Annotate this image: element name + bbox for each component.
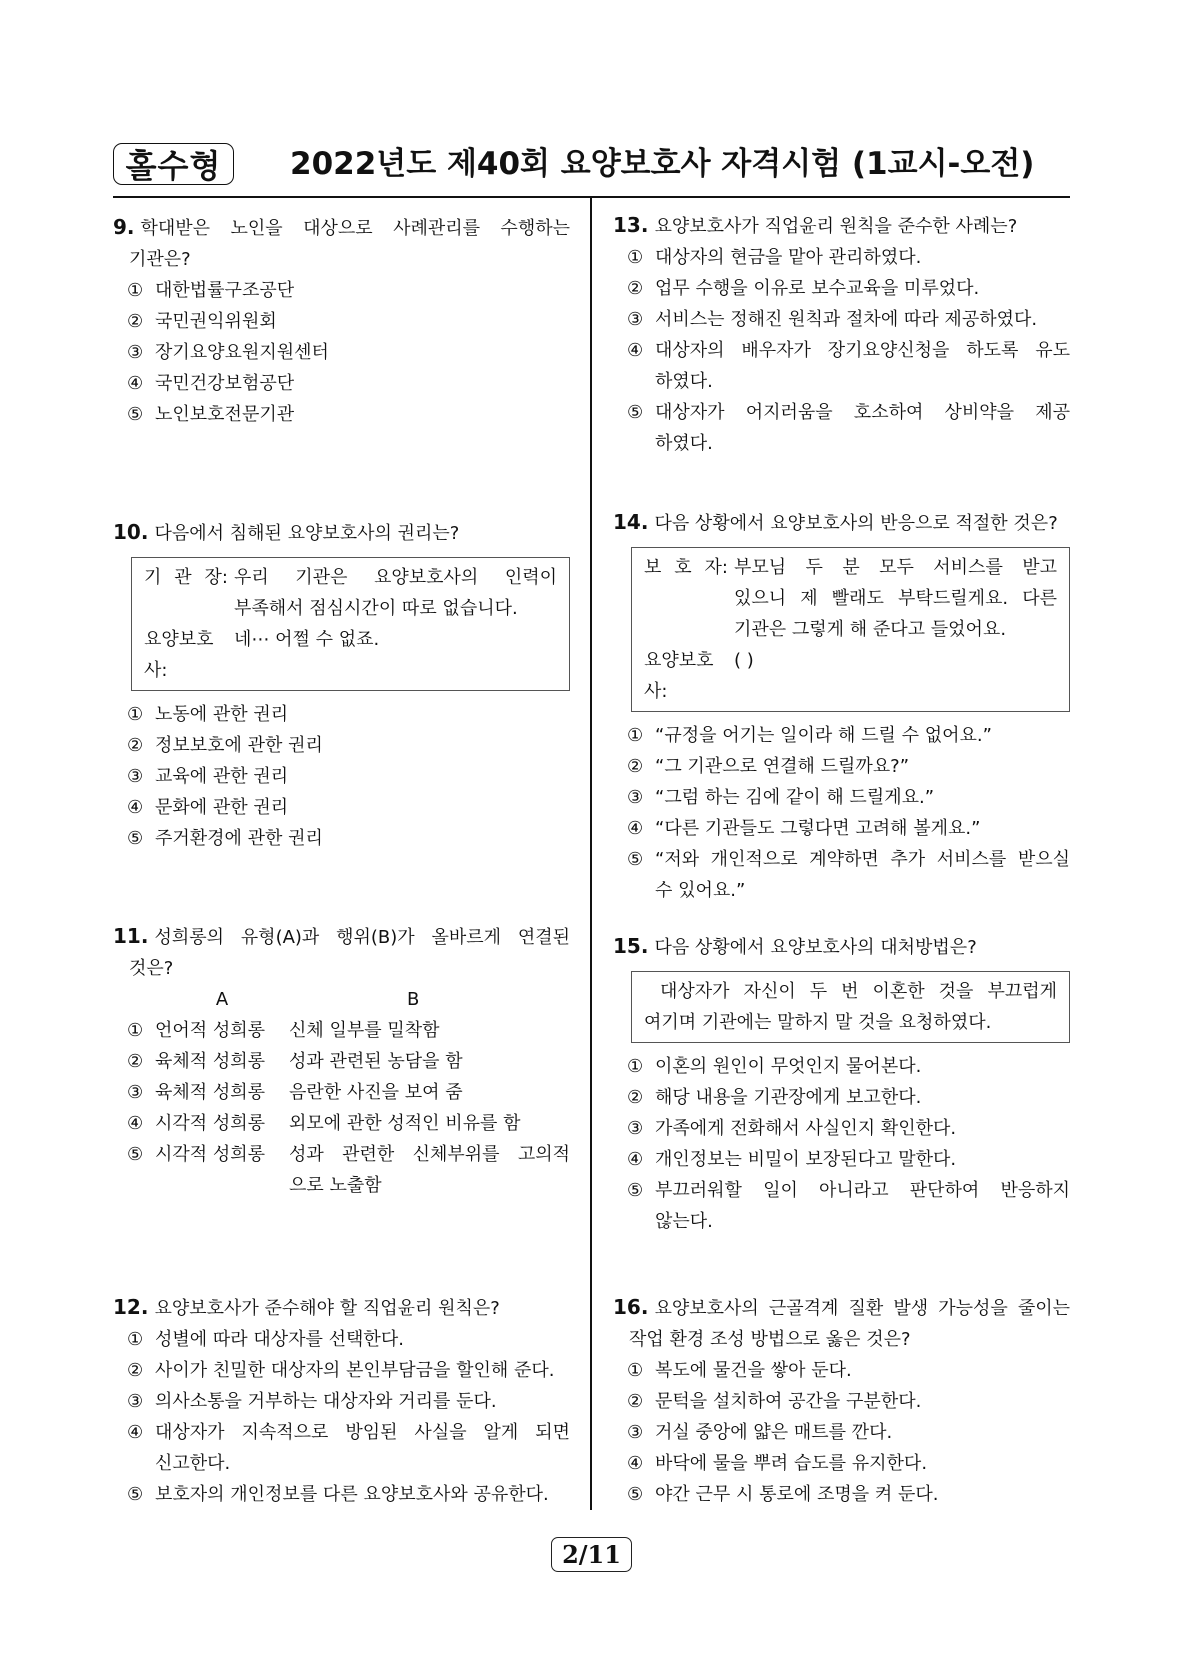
answer-option-2[interactable] xyxy=(113,730,570,761)
table-row[interactable] xyxy=(113,1139,570,1201)
column-a-cell xyxy=(127,1015,289,1046)
situation-box xyxy=(631,971,1070,1043)
dialog-box xyxy=(131,557,570,691)
option-text xyxy=(155,368,570,399)
option-marker: ④ xyxy=(627,818,644,839)
option-marker: ④ xyxy=(627,1453,644,1474)
answer-option-5[interactable] xyxy=(113,399,570,430)
option-a-text: 육체적 성희롱 xyxy=(155,1051,266,1072)
speech-line: ( ) xyxy=(734,650,754,671)
option-line: 노인보호전문기관 xyxy=(155,404,295,425)
option-line: “저와 개인적으로 계약하면 추가 서비스를 받으실 xyxy=(655,849,1070,870)
answer-option-2[interactable] xyxy=(613,273,1070,304)
option-marker: ④ xyxy=(127,1422,144,1443)
question-10 xyxy=(113,517,570,854)
speech-text xyxy=(234,562,557,624)
column-b-cell xyxy=(289,1139,570,1201)
answer-option-1[interactable] xyxy=(113,1324,570,1355)
option-marker: ④ xyxy=(127,797,144,818)
option-text xyxy=(155,1355,570,1386)
option-line: 대상자가 지속적으로 방임된 사실을 알게 되면 xyxy=(155,1422,570,1443)
option-marker: ① xyxy=(127,1020,144,1041)
option-marker: ⑤ xyxy=(127,1144,144,1165)
option-line: 업무 수행을 이유로 보수교육을 미루었다. xyxy=(655,278,980,299)
speech-line: 부모님 두 분 모두 서비스를 받고 xyxy=(734,557,1057,578)
dialog-line xyxy=(644,645,1057,707)
answer-option-1[interactable] xyxy=(613,1355,1070,1386)
option-marker: ④ xyxy=(627,340,644,361)
option-text xyxy=(655,1113,1070,1144)
option-line: 거실 중앙에 얇은 매트를 깐다. xyxy=(655,1422,893,1443)
answer-option-3[interactable] xyxy=(113,1386,570,1417)
option-marker: ③ xyxy=(127,1082,144,1103)
option-marker: ③ xyxy=(627,1118,644,1139)
option-marker: ⑤ xyxy=(127,1484,144,1505)
option-marker: ⑤ xyxy=(127,404,144,425)
option-line: 노동에 관한 권리 xyxy=(155,704,289,725)
question-number: 16. xyxy=(613,1295,649,1319)
question-stem-line xyxy=(613,1292,1070,1324)
option-marker: ④ xyxy=(127,1113,144,1134)
option-line: 야간 근무 시 통로에 조명을 켜 둔다. xyxy=(655,1484,939,1505)
answer-option-5[interactable] xyxy=(113,823,570,854)
speech-line: 부족해서 점심시간이 따로 없습니다. xyxy=(234,598,518,619)
question-11 xyxy=(113,921,570,1201)
option-text xyxy=(155,730,570,761)
option-line: 의사소통을 거부하는 대상자와 거리를 둔다. xyxy=(155,1391,497,1412)
column-a-cell xyxy=(127,1139,289,1201)
stem-text: 요양보호사가 준수해야 할 직업윤리 원칙은? xyxy=(154,1298,500,1319)
situation-line: 대상자가 자신이 두 번 이혼한 것을 부끄럽게 xyxy=(660,981,1057,1002)
stem-text: 다음에서 침해된 요양보호사의 권리는? xyxy=(154,523,460,544)
question-12 xyxy=(113,1292,570,1510)
table-row[interactable] xyxy=(113,1108,570,1139)
option-text xyxy=(155,275,570,306)
option-line: 하였다. xyxy=(655,371,713,392)
question-stem-line xyxy=(613,1324,1070,1355)
option-marker: ⑤ xyxy=(627,849,644,870)
answer-option-4[interactable] xyxy=(613,335,1070,397)
option-line: 주거환경에 관한 권리 xyxy=(155,828,323,849)
answer-option-4[interactable] xyxy=(113,792,570,823)
option-line: 서비스는 정해진 원칙과 절차에 따라 제공하였다. xyxy=(655,309,1038,330)
column-b-header: B xyxy=(407,989,420,1010)
column-a-cell xyxy=(127,1046,289,1077)
column-a-cell xyxy=(127,1077,289,1108)
dialog-line xyxy=(644,552,1057,645)
option-text xyxy=(655,751,1070,782)
dialog-line xyxy=(144,624,557,686)
exam-type-badge: 홀수형 xyxy=(113,143,234,185)
question-stem-line xyxy=(613,210,1070,242)
answer-option-4[interactable] xyxy=(613,1144,1070,1175)
question-stem-line xyxy=(113,921,570,953)
option-text xyxy=(655,1417,1070,1448)
option-line: 교육에 관한 권리 xyxy=(155,766,289,787)
option-text xyxy=(155,792,570,823)
speech-text xyxy=(734,645,1057,707)
option-text xyxy=(155,399,570,430)
page-number: 2/11 xyxy=(551,1537,632,1572)
dialog-line xyxy=(144,562,557,624)
answer-option-1[interactable] xyxy=(613,720,1070,751)
answer-option-2[interactable] xyxy=(613,1082,1070,1113)
answer-option-4[interactable] xyxy=(113,368,570,399)
question-stem-line xyxy=(113,517,570,549)
question-number: 15. xyxy=(613,934,649,958)
question-number: 11. xyxy=(113,924,149,948)
option-text xyxy=(655,1144,1070,1175)
question-stem-line xyxy=(113,212,570,244)
table-row[interactable] xyxy=(113,1077,570,1108)
option-text xyxy=(655,1051,1070,1082)
option-b-line: 성과 관련한 신체부위를 고의적 xyxy=(289,1144,570,1165)
option-marker: ③ xyxy=(627,309,644,330)
answer-option-1[interactable] xyxy=(613,1051,1070,1082)
option-line: 정보보호에 관한 권리 xyxy=(155,735,323,756)
option-line: 문화에 관한 권리 xyxy=(155,797,289,818)
question-14 xyxy=(613,507,1070,906)
answer-option-5[interactable] xyxy=(613,844,1070,906)
option-line: 신고한다. xyxy=(155,1453,231,1474)
matching-table xyxy=(113,984,570,1201)
option-marker: ② xyxy=(127,311,144,332)
question-9 xyxy=(113,212,570,430)
option-line: 않는다. xyxy=(655,1211,713,1232)
question-15 xyxy=(613,931,1070,1237)
option-marker: ⑤ xyxy=(627,1180,644,1201)
option-text xyxy=(655,273,1070,304)
column-b-cell xyxy=(289,1015,570,1046)
answer-option-3[interactable] xyxy=(613,304,1070,335)
stem-text: 것은? xyxy=(129,958,174,979)
option-marker: ① xyxy=(627,247,644,268)
speech-line: 기관은 그렇게 해 준다고 들었어요. xyxy=(734,619,1007,640)
option-marker: ③ xyxy=(627,787,644,808)
speech-line: 네⋯ 어쩔 수 없죠. xyxy=(234,629,380,650)
option-marker: ② xyxy=(127,1360,144,1381)
option-line: 사이가 친밀한 대상자의 본인부담금을 할인해 준다. xyxy=(155,1360,555,1381)
option-line: 대한법률구조공단 xyxy=(155,280,295,301)
speech-text xyxy=(734,552,1057,645)
option-text xyxy=(655,242,1070,273)
option-text xyxy=(155,761,570,792)
answer-option-1[interactable] xyxy=(113,275,570,306)
stem-text: 성희롱의 유형(A)과 행위(B)가 올바르게 연결된 xyxy=(154,927,570,948)
answer-option-3[interactable] xyxy=(613,1113,1070,1144)
option-line: 보호자의 개인정보를 다른 요양보호사와 공유한다. xyxy=(155,1484,549,1505)
option-text xyxy=(155,1479,570,1510)
answer-option-5[interactable] xyxy=(613,397,1070,459)
option-text xyxy=(155,337,570,368)
option-b-line: 신체 일부를 밀착함 xyxy=(289,1020,440,1041)
speech-line: 우리 기관은 요양보호사의 인력이 xyxy=(234,567,557,588)
option-marker: ① xyxy=(127,704,144,725)
table-row[interactable] xyxy=(113,1015,570,1046)
stem-text: 학대받은 노인을 대상으로 사례관리를 수행하는 xyxy=(140,218,570,239)
answer-option-5[interactable] xyxy=(613,1175,1070,1237)
option-text xyxy=(655,844,1070,906)
question-stem-line xyxy=(613,507,1070,539)
option-a-text: 언어적 성희롱 xyxy=(155,1020,266,1041)
option-line: 개인정보는 비밀이 보장된다고 말한다. xyxy=(655,1149,957,1170)
question-number: 10. xyxy=(113,520,149,544)
option-line: 해당 내용을 기관장에게 보고한다. xyxy=(655,1087,922,1108)
column-b-cell xyxy=(289,1077,570,1108)
answer-option-2[interactable] xyxy=(113,1355,570,1386)
answer-option-4[interactable] xyxy=(113,1417,570,1479)
option-text xyxy=(655,720,1070,751)
option-line: “다른 기관들도 그렇다면 고려해 볼게요.” xyxy=(655,818,981,839)
speaker-label: 요양보호사: xyxy=(144,629,214,681)
option-marker: ① xyxy=(127,1329,144,1350)
option-a-text: 시각적 성희롱 xyxy=(155,1113,266,1134)
stem-text: 다음 상황에서 요양보호사의 대처방법은? xyxy=(654,937,977,958)
option-marker: ② xyxy=(127,735,144,756)
option-line: 문턱을 설치하여 공간을 구분한다. xyxy=(655,1391,922,1412)
option-text xyxy=(155,699,570,730)
option-marker: ② xyxy=(627,756,644,777)
option-line: 국민건강보험공단 xyxy=(155,373,295,394)
speech-line: 있으니 제 빨래도 부탁드릴게요. 다른 xyxy=(734,588,1057,609)
page-title: 2022년도 제40회 요양보호사 자격시험 (1교시-오전) xyxy=(290,146,1035,182)
table-row[interactable] xyxy=(113,1046,570,1077)
option-text xyxy=(655,813,1070,844)
option-text xyxy=(655,335,1070,397)
column-b-cell xyxy=(289,1108,570,1139)
stem-text: 요양보호사의 근골격계 질환 발생 가능성을 줄이는 xyxy=(654,1298,1070,1319)
option-marker: ② xyxy=(627,1391,644,1412)
question-number: 9. xyxy=(113,215,135,239)
option-marker: ③ xyxy=(127,342,144,363)
option-text xyxy=(655,1355,1070,1386)
option-a-text: 시각적 성희롱 xyxy=(155,1144,266,1165)
column-a-cell xyxy=(127,1108,289,1139)
option-marker: ⑤ xyxy=(627,1484,644,1505)
option-text xyxy=(655,1448,1070,1479)
question-number: 13. xyxy=(613,213,649,237)
answer-option-3[interactable] xyxy=(613,1417,1070,1448)
option-marker: ③ xyxy=(627,1422,644,1443)
option-line: 부끄러워할 일이 아니라고 판단하여 반응하지 xyxy=(655,1180,1070,1201)
option-marker: ② xyxy=(627,278,644,299)
option-text xyxy=(655,1175,1070,1237)
answer-option-3[interactable] xyxy=(113,761,570,792)
option-line: 이혼의 원인이 무엇인지 물어본다. xyxy=(655,1056,922,1077)
option-b-line: 성과 관련된 농담을 함 xyxy=(289,1051,463,1072)
option-marker: ⑤ xyxy=(127,828,144,849)
speaker-label: 보 호 자: xyxy=(644,557,728,578)
answer-option-4[interactable] xyxy=(613,813,1070,844)
column-divider xyxy=(590,197,592,1510)
option-marker: ④ xyxy=(627,1149,644,1170)
stem-text: 기관은? xyxy=(129,249,191,270)
option-marker: ④ xyxy=(127,373,144,394)
question-number: 14. xyxy=(613,510,649,534)
question-number: 12. xyxy=(113,1295,149,1319)
answer-option-4[interactable] xyxy=(613,1448,1070,1479)
option-b-line: 음란한 사진을 보여 줌 xyxy=(289,1082,463,1103)
answer-option-5[interactable] xyxy=(113,1479,570,1510)
option-marker: ① xyxy=(627,725,644,746)
option-text xyxy=(655,397,1070,459)
option-line: 국민권익위원회 xyxy=(155,311,277,332)
option-line: 대상자가 어지러움을 호소하여 상비약을 제공 xyxy=(655,402,1070,423)
option-text xyxy=(655,782,1070,813)
option-line: “규정을 어기는 일이라 해 드릴 수 없어요.” xyxy=(655,725,992,746)
option-text xyxy=(655,304,1070,335)
option-marker: ① xyxy=(627,1360,644,1381)
option-marker: ② xyxy=(127,1051,144,1072)
option-line: 성별에 따라 대상자를 선택한다. xyxy=(155,1329,404,1350)
speaker-label: 기 관 장: xyxy=(144,567,228,588)
option-line: 대상자의 배우자가 장기요양신청을 하도록 유도 xyxy=(655,340,1070,361)
answer-option-3[interactable] xyxy=(613,782,1070,813)
option-text xyxy=(155,306,570,337)
question-stem-line xyxy=(613,931,1070,963)
column-b-cell xyxy=(289,1046,570,1077)
option-text xyxy=(155,823,570,854)
dialog-box xyxy=(631,547,1070,712)
option-line: 하였다. xyxy=(655,433,713,454)
option-line: 수 있어요.” xyxy=(655,880,746,901)
question-16 xyxy=(613,1292,1070,1510)
option-line: 복도에 물건을 쌓아 둔다. xyxy=(655,1360,852,1381)
option-line: 대상자의 현금을 맡아 관리하였다. xyxy=(655,247,922,268)
answer-option-1[interactable] xyxy=(613,242,1070,273)
option-text xyxy=(655,1082,1070,1113)
option-text xyxy=(155,1417,570,1479)
question-stem-line xyxy=(113,953,570,984)
option-marker: ② xyxy=(627,1087,644,1108)
option-b-line: 으로 노출함 xyxy=(289,1175,382,1196)
option-text xyxy=(155,1324,570,1355)
option-marker: ③ xyxy=(127,766,144,787)
option-marker: ③ xyxy=(127,1391,144,1412)
option-marker: ⑤ xyxy=(627,402,644,423)
option-marker: ① xyxy=(627,1056,644,1077)
stem-text: 작업 환경 조성 방법으로 옳은 것은? xyxy=(629,1329,911,1350)
answer-option-2[interactable] xyxy=(113,306,570,337)
answer-option-1[interactable] xyxy=(113,699,570,730)
stem-text: 다음 상황에서 요양보호사의 반응으로 적절한 것은? xyxy=(654,513,1058,534)
answer-option-2[interactable] xyxy=(613,751,1070,782)
question-13 xyxy=(613,210,1070,459)
option-line: “그 기관으로 연결해 드릴까요?” xyxy=(655,756,910,777)
table-header xyxy=(113,984,570,1015)
option-text xyxy=(655,1479,1070,1510)
question-stem-line xyxy=(113,1292,570,1324)
situation-line: 여기며 기관에는 말하지 말 것을 요청하였다. xyxy=(644,1012,992,1033)
answer-option-2[interactable] xyxy=(613,1386,1070,1417)
question-stem-line xyxy=(113,244,570,275)
stem-text: 요양보호사가 직업윤리 원칙을 준수한 사례는? xyxy=(654,216,1018,237)
option-line: 장기요양요원지원센터 xyxy=(155,342,329,363)
option-a-text: 육체적 성희롱 xyxy=(155,1082,266,1103)
option-text xyxy=(655,1386,1070,1417)
option-b-line: 외모에 관한 성적인 비유를 함 xyxy=(289,1113,521,1134)
speaker-label: 요양보호사: xyxy=(644,650,714,702)
option-text xyxy=(155,1386,570,1417)
answer-option-3[interactable] xyxy=(113,337,570,368)
option-line: 바닥에 물을 뿌려 습도를 유지한다. xyxy=(655,1453,928,1474)
speech-text xyxy=(234,624,557,686)
option-line: 가족에게 전화해서 사실인지 확인한다. xyxy=(655,1118,957,1139)
option-line: “그럼 하는 김에 같이 해 드릴게요.” xyxy=(655,787,935,808)
answer-option-5[interactable] xyxy=(613,1479,1070,1510)
option-marker: ① xyxy=(127,280,144,301)
column-a-header: A xyxy=(215,989,229,1010)
